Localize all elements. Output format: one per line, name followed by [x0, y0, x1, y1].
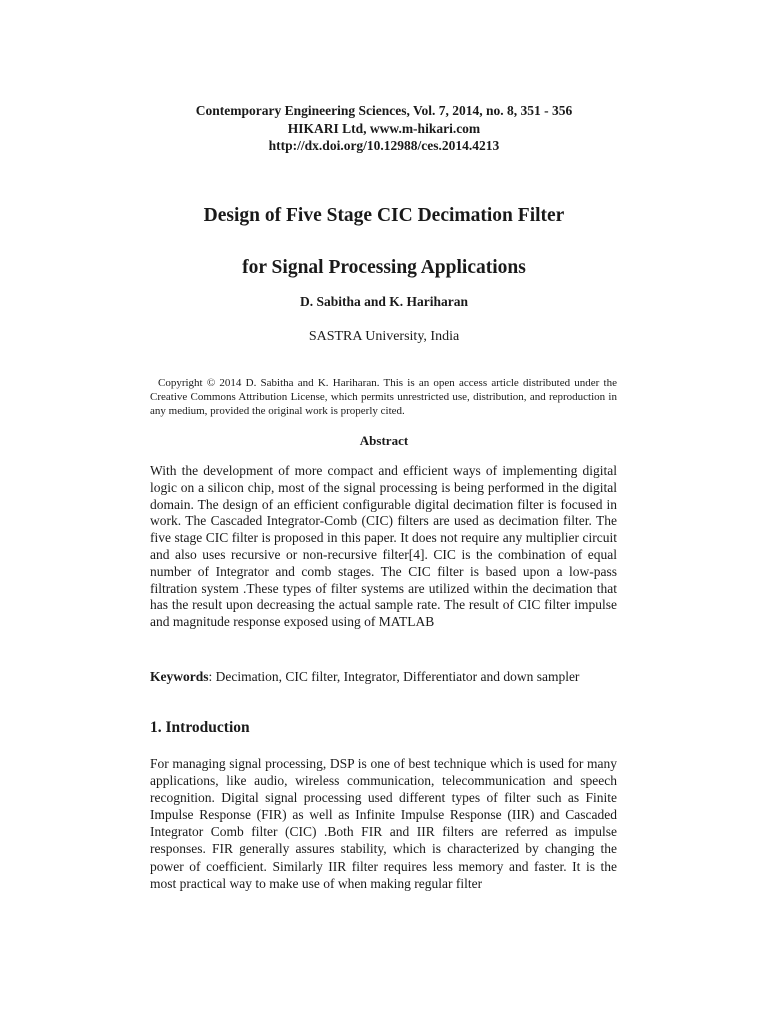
keywords-text: : Decimation, CIC filter, Integrator, Differentiator and down sampler	[208, 669, 580, 684]
paper-affiliation: SASTRA University, India	[308, 329, 460, 344]
paper-title-line-1: Design of Five Stage CIC Decimation Filter	[203, 205, 565, 226]
journal-publisher: HIKARI Ltd, www.m-hikari.com	[287, 120, 481, 136]
keywords-line	[150, 668, 617, 685]
section-heading-introduction: 1. Introduction	[150, 719, 250, 736]
journal-doi: http://dx.doi.org/10.12988/ces.2014.4213	[268, 138, 500, 153]
keywords-label: Keywords	[150, 669, 209, 684]
copyright-notice: Copyright © 2014 D. Sabitha and K. Hariharan. This is an open access article distributed under the Creative Commons Attribution License, which permits unrestricted use, distribution, and reproduction in any medium, provided the original work is properly cited.	[150, 377, 617, 417]
journal-header	[0, 102, 768, 155]
introduction-text: For managing signal processing, DSP is one of best technique which is used for many applications, like audio, wireless communication, telecommunication and speech recognition. Digital signal processing used different types of filter such as Finite Impulse Response (FIR) as well as Infinite Impulse Response (IIR) and Cascaded Integrator Comb filter (CIC) .Both FIR and IIR filters are referred as impulse responses. FIR generally assures stability, which is characterized by changing the power of coefficient. Similarly IIR filter requires less memory and faster. It is the most practical way to make use of when making regular filter	[150, 756, 617, 891]
journal-citation: Contemporary Engineering Sciences, Vol. 7, 2014, no. 8, 351 - 356	[195, 103, 573, 118]
paper-title-line-2: for Signal Processing Applications	[242, 257, 526, 278]
abstract-heading: Abstract	[359, 433, 409, 448]
abstract-text: With the development of more compact and efficient ways of implementing digital logic on a silicon chip, most of the signal processing is being performed in the digital domain. The design of an efficient configurable digital decimation filter is focused in work. The Cascaded Integrator-Comb (CIC) filters are used as decimation filter. The five stage CIC filter is proposed in this paper. It does not require any multiplier circuit and also uses recursive or non-recursive filter[4]. CIC is the combination of equal number of Integrator and comb stages. The CIC filter is based upon a low-pass filtration system .These types of filter systems are utilized within the decimation that has the result upon decreasing the actual sample rate. The result of CIC filter impulse and magnitude response exposed using of MATLAB	[150, 463, 617, 630]
paper-authors: D. Sabitha and K. Hariharan	[299, 294, 469, 309]
